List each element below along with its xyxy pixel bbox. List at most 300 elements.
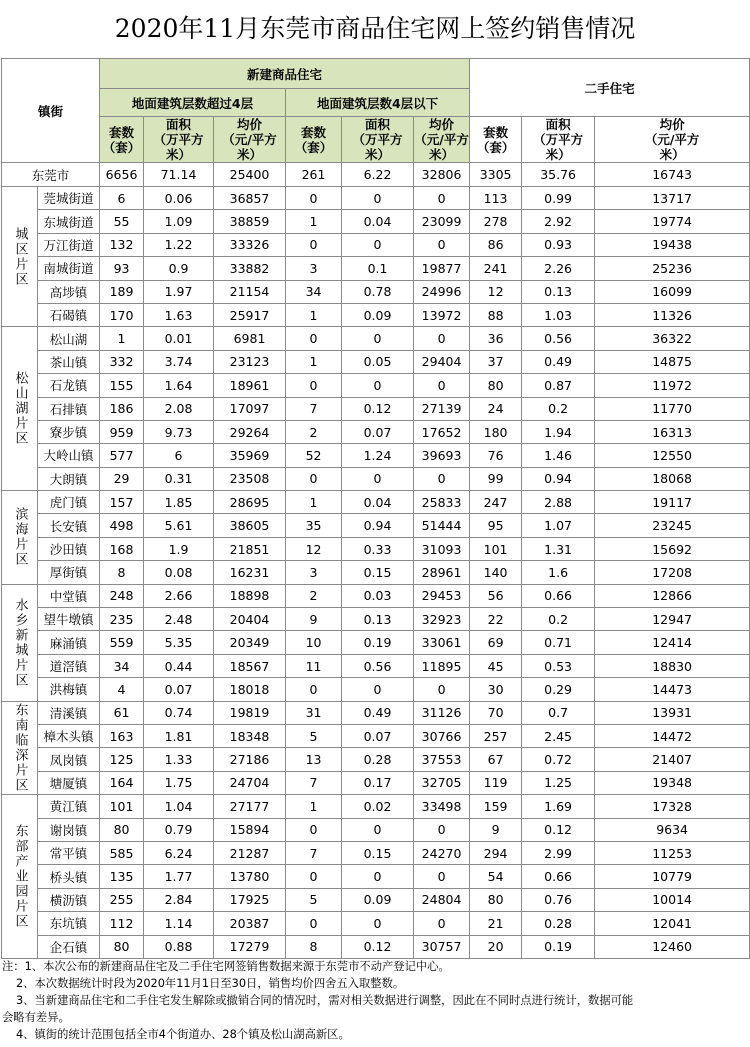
table-cell: 2.48: [144, 608, 214, 631]
table-cell: 164: [100, 771, 144, 794]
table-row: [2, 467, 750, 490]
page-title: 2020年11月东莞市商品住宅网上签约销售情况: [114, 14, 636, 43]
header-area: [522, 117, 595, 163]
table-cell: 21407: [595, 748, 750, 771]
table-row: [2, 233, 750, 256]
table-cell: 0: [414, 374, 470, 397]
table-cell: 3: [286, 257, 342, 280]
town-name: 中堂镇: [38, 584, 100, 607]
table-cell: 112: [100, 912, 144, 935]
table-cell: 6: [144, 444, 214, 467]
table-cell: 155: [100, 374, 144, 397]
table-cell: 0: [414, 327, 470, 350]
table-cell: 31093: [414, 537, 470, 560]
table-row: [2, 841, 750, 864]
table-cell: 186: [100, 397, 144, 420]
table-cell: 0.29: [522, 678, 595, 701]
town-name: 樟木头镇: [38, 724, 100, 747]
table-cell: 9: [470, 818, 522, 841]
district-name: 滨海片区: [12, 507, 28, 568]
table-cell: 10: [286, 631, 342, 654]
header-area-line: （万平方: [352, 132, 403, 147]
table-cell: 24270: [414, 841, 470, 864]
table-cell: 33326: [214, 233, 286, 256]
table-cell: 157: [100, 491, 144, 514]
table-cell: 24: [470, 397, 522, 420]
town-name: 石排镇: [38, 397, 100, 420]
table-row: [2, 724, 750, 747]
header-price-line: 米）: [429, 147, 455, 162]
table-cell: 19877: [414, 257, 470, 280]
table-cell: 6: [100, 187, 144, 210]
table-cell: 0.56: [342, 654, 414, 677]
table-cell: 15692: [595, 537, 750, 560]
table-cell: 18068: [595, 467, 750, 490]
town-name: 麻涌镇: [38, 631, 100, 654]
header-units-line: （套）: [476, 139, 515, 155]
table-row: [2, 631, 750, 654]
table-cell: 36: [470, 327, 522, 350]
header-area-line: 面积: [365, 117, 391, 132]
table-cell: 19819: [214, 701, 286, 724]
table-cell: 0: [414, 818, 470, 841]
table-cell: 35969: [214, 444, 286, 467]
table-cell: 140: [470, 561, 522, 584]
table-cell: 34: [286, 280, 342, 303]
table-cell: 20349: [214, 631, 286, 654]
table-cell: 0.17: [342, 771, 414, 794]
table-cell: 20: [470, 935, 522, 958]
table-cell: 21154: [214, 280, 286, 303]
table-cell: 1.75: [144, 771, 214, 794]
table-row: [2, 444, 750, 467]
table-cell: 0.28: [342, 748, 414, 771]
table-cell: 16099: [595, 280, 750, 303]
table-cell: 23245: [595, 514, 750, 537]
table-cell: 0.66: [522, 865, 595, 888]
table-row: [2, 795, 750, 818]
table-cell: 23123: [214, 350, 286, 373]
table-cell: 38605: [214, 514, 286, 537]
table-cell: 1.77: [144, 865, 214, 888]
town-name: 万江街道: [38, 233, 100, 256]
table-cell: 248: [100, 584, 144, 607]
table-cell: 11253: [595, 841, 750, 864]
table-cell: 80: [470, 374, 522, 397]
town-name: 石碣镇: [38, 303, 100, 326]
header-town: 镇街: [2, 59, 100, 163]
table-cell: 11972: [595, 374, 750, 397]
table-cell: 13: [286, 748, 342, 771]
table-row: [2, 420, 750, 443]
table-cell: 0: [286, 374, 342, 397]
town-name: 黄江镇: [38, 795, 100, 818]
table-cell: 1.09: [144, 210, 214, 233]
table-cell: 0.06: [144, 187, 214, 210]
table-cell: 23508: [214, 467, 286, 490]
table-cell: 80: [100, 935, 144, 958]
table-cell: 80: [470, 888, 522, 911]
table-cell: 18567: [214, 654, 286, 677]
town-name: 东莞市: [2, 163, 100, 187]
table-row: [2, 888, 750, 911]
district-name: 水乡新城片区: [12, 597, 28, 688]
header-price: [595, 117, 750, 163]
table-cell: 0.12: [522, 818, 595, 841]
table-cell: 0.66: [522, 584, 595, 607]
table-cell: 6.22: [342, 163, 414, 187]
table-cell: 0.88: [144, 935, 214, 958]
town-name: 大朗镇: [38, 467, 100, 490]
table-cell: 38859: [214, 210, 286, 233]
table-cell: 88: [470, 303, 522, 326]
table-cell: 9634: [595, 818, 750, 841]
table-cell: 5: [286, 724, 342, 747]
table-cell: 16231: [214, 561, 286, 584]
table-cell: 0.78: [342, 280, 414, 303]
table-cell: 19438: [595, 233, 750, 256]
district-name: 城区片区: [12, 226, 28, 287]
header-units: [286, 117, 342, 163]
table-cell: 1.14: [144, 912, 214, 935]
header-price-line: 米）: [237, 147, 263, 162]
table-cell: 16743: [595, 163, 750, 187]
table-cell: 1.33: [144, 748, 214, 771]
table-cell: 11326: [595, 303, 750, 326]
sales-table: [1, 58, 750, 959]
table-row: [2, 701, 750, 724]
table-cell: 71.14: [144, 163, 214, 187]
table-cell: 37553: [414, 748, 470, 771]
table-cell: 17097: [214, 397, 286, 420]
table-row: [2, 608, 750, 631]
table-cell: 0.07: [342, 724, 414, 747]
table-row: [2, 397, 750, 420]
table-cell: 14472: [595, 724, 750, 747]
table-cell: 163: [100, 724, 144, 747]
table-cell: 31126: [414, 701, 470, 724]
table-cell: 0.56: [522, 327, 595, 350]
table-cell: 0: [286, 467, 342, 490]
town-name: 东城街道: [38, 210, 100, 233]
table-cell: 27177: [214, 795, 286, 818]
table-cell: 5: [286, 888, 342, 911]
table-cell: 0.28: [522, 912, 595, 935]
table-row: [2, 654, 750, 677]
table-cell: 13780: [214, 865, 286, 888]
table-cell: 8: [286, 935, 342, 958]
table-cell: 7: [286, 771, 342, 794]
town-name: 桥头镇: [38, 865, 100, 888]
header-price-line: 米）: [659, 147, 685, 162]
table-cell: 0: [342, 678, 414, 701]
table-cell: 294: [470, 841, 522, 864]
table-cell: 54: [470, 865, 522, 888]
header-area-line: 米）: [166, 147, 192, 162]
table-cell: 2.45: [522, 724, 595, 747]
table-row: [2, 935, 750, 958]
header-units-line: （套）: [102, 139, 141, 155]
table-cell: 0.02: [342, 795, 414, 818]
table-cell: 32806: [414, 163, 470, 187]
header-above-4-floors: 地面建筑层数超过4层: [100, 89, 286, 117]
table-cell: 29: [100, 467, 144, 490]
header-below-4-floors: 地面建筑层数4层以下: [286, 89, 470, 117]
footnotes: [2, 958, 748, 1043]
table-body: [2, 163, 750, 959]
table-cell: 19117: [595, 491, 750, 514]
table-cell: 69: [470, 631, 522, 654]
table-cell: 1.03: [522, 303, 595, 326]
table-cell: 959: [100, 420, 144, 443]
header-area-line: 米）: [365, 147, 391, 162]
table-cell: 1.04: [144, 795, 214, 818]
table-row: [2, 748, 750, 771]
table-cell: 3305: [470, 163, 522, 187]
header-price-line: （元/平方: [222, 132, 277, 147]
table-cell: 0: [414, 233, 470, 256]
table-cell: 0.13: [522, 280, 595, 303]
table-cell: 0.49: [342, 701, 414, 724]
table-cell: 51444: [414, 514, 470, 537]
table-cell: 30757: [414, 935, 470, 958]
header-area: [342, 117, 414, 163]
table-row: [2, 374, 750, 397]
table-cell: 11770: [595, 397, 750, 420]
table-cell: 17328: [595, 795, 750, 818]
header-price-line: 均价: [429, 117, 455, 132]
table-cell: 0.07: [342, 420, 414, 443]
table-cell: 16313: [595, 420, 750, 443]
table-cell: 17279: [214, 935, 286, 958]
table-cell: 1.6: [522, 561, 595, 584]
town-name: 东坑镇: [38, 912, 100, 935]
table-row: [2, 514, 750, 537]
town-name: 道滘镇: [38, 654, 100, 677]
table-cell: 0.15: [342, 561, 414, 584]
table-cell: 10779: [595, 865, 750, 888]
table-cell: 0.79: [144, 818, 214, 841]
table-cell: 0: [342, 467, 414, 490]
table-cell: 0: [286, 865, 342, 888]
table-row: [2, 865, 750, 888]
table-cell: 28695: [214, 491, 286, 514]
table-cell: 1.81: [144, 724, 214, 747]
town-name: 茶山镇: [38, 350, 100, 373]
table-cell: 99: [470, 467, 522, 490]
table-cell: 0.71: [522, 631, 595, 654]
town-name: 望牛墩镇: [38, 608, 100, 631]
table-cell: 28961: [414, 561, 470, 584]
district-label: [2, 187, 38, 327]
table-cell: 2.84: [144, 888, 214, 911]
table-cell: 0.94: [522, 467, 595, 490]
table-cell: 20404: [214, 608, 286, 631]
table-cell: 559: [100, 631, 144, 654]
header-area-line: （万平方: [533, 132, 584, 147]
table-cell: 0: [286, 233, 342, 256]
table-cell: 0.93: [522, 233, 595, 256]
footnote-2: 2、本次数据统计时段为2020年11月1日至30日，销售均价四舍五入取整数。: [16, 977, 405, 990]
town-name: 松山湖: [38, 327, 100, 350]
table-cell: 18898: [214, 584, 286, 607]
table-cell: 11895: [414, 654, 470, 677]
table-cell: 135: [100, 865, 144, 888]
table-cell: 32705: [414, 771, 470, 794]
town-name: 企石镇: [38, 935, 100, 958]
table-cell: 6656: [100, 163, 144, 187]
table-cell: 0: [342, 912, 414, 935]
table-cell: 0.53: [522, 654, 595, 677]
table-cell: 1: [286, 350, 342, 373]
district-name: 东部产业园片区: [12, 824, 28, 930]
table-cell: 247: [470, 491, 522, 514]
table-cell: 12947: [595, 608, 750, 631]
town-name: 谢岗镇: [38, 818, 100, 841]
table-cell: 22: [470, 608, 522, 631]
table-row: [2, 912, 750, 935]
table-cell: 29453: [414, 584, 470, 607]
table-cell: 0.44: [144, 654, 214, 677]
table-cell: 180: [470, 420, 522, 443]
table-row: [2, 350, 750, 373]
table-cell: 17208: [595, 561, 750, 584]
table-cell: 25400: [214, 163, 286, 187]
table-cell: 1.63: [144, 303, 214, 326]
header-units-line: 套数: [301, 124, 327, 140]
table-cell: 19774: [595, 210, 750, 233]
table-cell: 0.99: [522, 187, 595, 210]
table-cell: 34: [100, 654, 144, 677]
town-name: 石龙镇: [38, 374, 100, 397]
table-cell: 2: [286, 584, 342, 607]
table-cell: 5.35: [144, 631, 214, 654]
town-name: 常平镇: [38, 841, 100, 864]
table-cell: 332: [100, 350, 144, 373]
table-cell: 30: [470, 678, 522, 701]
table-cell: 0: [414, 467, 470, 490]
table-cell: 0.76: [522, 888, 595, 911]
table-cell: 0: [342, 233, 414, 256]
table-cell: 95: [470, 514, 522, 537]
table-cell: 15894: [214, 818, 286, 841]
table-cell: 12550: [595, 444, 750, 467]
table-cell: 189: [100, 280, 144, 303]
table-row: [2, 491, 750, 514]
header-price-line: （元/平方: [644, 132, 700, 147]
table-cell: 0: [342, 327, 414, 350]
table-cell: 29404: [414, 350, 470, 373]
table-cell: 4: [100, 678, 144, 701]
table-row: [2, 280, 750, 303]
table-cell: 56: [470, 584, 522, 607]
table-cell: 35.76: [522, 163, 595, 187]
table-cell: 0: [342, 374, 414, 397]
district-label: [2, 584, 38, 701]
table-cell: 31: [286, 701, 342, 724]
table-cell: 20387: [214, 912, 286, 935]
table-cell: 1.9: [144, 537, 214, 560]
table-cell: 119: [470, 771, 522, 794]
table-cell: 32923: [414, 608, 470, 631]
table-cell: 11: [286, 654, 342, 677]
town-name: 莞城街道: [38, 187, 100, 210]
table-cell: 498: [100, 514, 144, 537]
table-cell: 132: [100, 233, 144, 256]
town-name: 凤岗镇: [38, 748, 100, 771]
table-row: [2, 303, 750, 326]
header-units: [470, 117, 522, 163]
table-cell: 2.66: [144, 584, 214, 607]
town-name: 洪梅镇: [38, 678, 100, 701]
table-cell: 21: [470, 912, 522, 935]
table-cell: 0.94: [342, 514, 414, 537]
footnote-4: 4、镇街的统计范围包括全市4个街道办、28个镇及松山湖高新区。: [16, 1028, 350, 1041]
table-row: [2, 210, 750, 233]
table-cell: 6981: [214, 327, 286, 350]
town-name: 沙田镇: [38, 537, 100, 560]
table-cell: 33882: [214, 257, 286, 280]
table-cell: 0: [342, 865, 414, 888]
header-price-line: 均价: [659, 117, 685, 132]
table-cell: 12041: [595, 912, 750, 935]
table-row: [2, 678, 750, 701]
table-cell: 27139: [414, 397, 470, 420]
table-cell: 6.24: [144, 841, 214, 864]
table-cell: 1.69: [522, 795, 595, 818]
table-cell: 0.03: [342, 584, 414, 607]
table-cell: 0.19: [522, 935, 595, 958]
town-name: 塘厦镇: [38, 771, 100, 794]
table-cell: 125: [100, 748, 144, 771]
table-row: [2, 537, 750, 560]
table-cell: 24996: [414, 280, 470, 303]
table-cell: 0.2: [522, 397, 595, 420]
table-cell: 0.07: [144, 678, 214, 701]
table-cell: 113: [470, 187, 522, 210]
table-cell: 1.25: [522, 771, 595, 794]
table-cell: 170: [100, 303, 144, 326]
town-name: 高埗镇: [38, 280, 100, 303]
table-cell: 257: [470, 724, 522, 747]
table-row: [2, 257, 750, 280]
table-cell: 12: [286, 537, 342, 560]
table-cell: 13931: [595, 701, 750, 724]
header-price: [414, 117, 470, 163]
table-cell: 0.13: [342, 608, 414, 631]
table-cell: 61: [100, 701, 144, 724]
table-cell: 261: [286, 163, 342, 187]
header-price-line: （元/平方: [414, 132, 469, 147]
table-cell: 13717: [595, 187, 750, 210]
table-cell: 1: [286, 491, 342, 514]
district-label: [2, 795, 38, 959]
table-cell: 27186: [214, 748, 286, 771]
table-cell: 1.46: [522, 444, 595, 467]
footnote-3: 3、当新建商品住宅和二手住宅发生解除或撤销合同的情况时，需对相关数据进行调整，因此在不同时点进行统计，数据可能: [16, 994, 634, 1007]
table-cell: 0.9: [144, 257, 214, 280]
table-cell: 0.12: [342, 397, 414, 420]
table-cell: 2.99: [522, 841, 595, 864]
table-cell: 0.04: [342, 491, 414, 514]
table-cell: 1: [286, 795, 342, 818]
table-cell: 2.92: [522, 210, 595, 233]
table-cell: 0.15: [342, 841, 414, 864]
table-cell: 101: [100, 795, 144, 818]
table-cell: 12866: [595, 584, 750, 607]
table-cell: 7: [286, 397, 342, 420]
table-cell: 35: [286, 514, 342, 537]
